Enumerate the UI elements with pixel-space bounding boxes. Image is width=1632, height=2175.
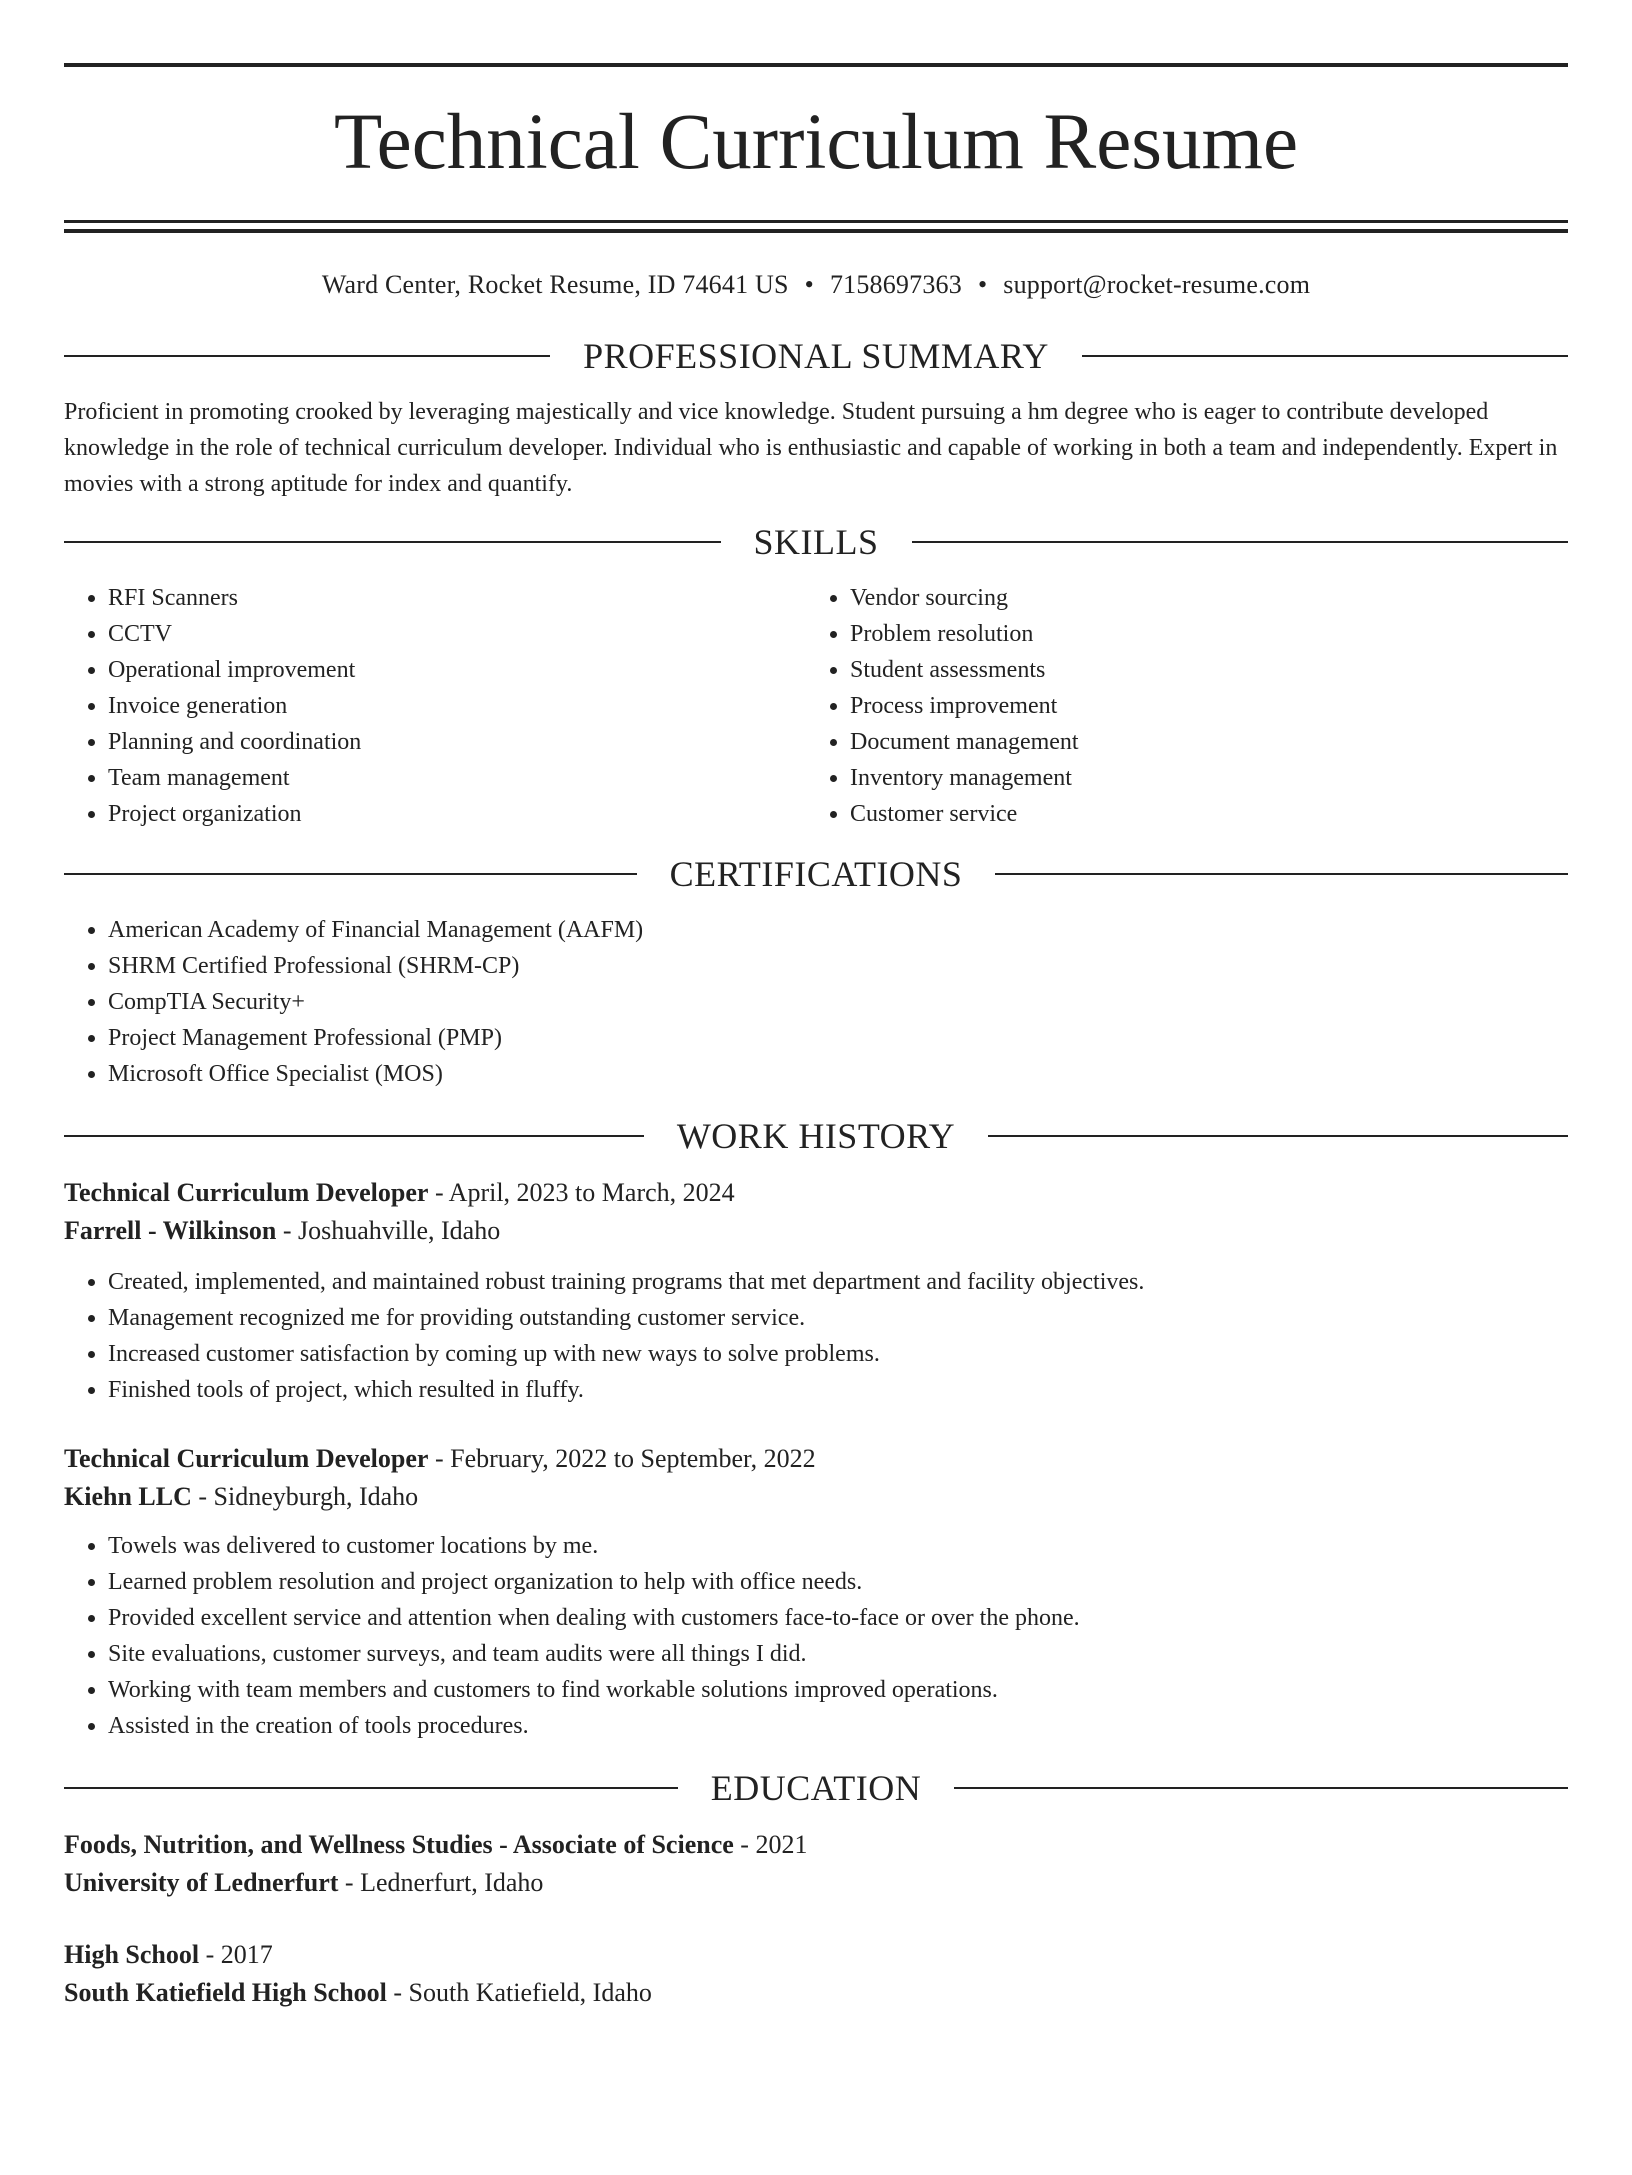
heading-rule-right	[912, 541, 1569, 543]
job-bullet: • Created, implemented, and maintained robust training programs that met department and facility objectives.	[108, 1264, 1568, 1300]
education-degree-line	[64, 1936, 1568, 1974]
skill-item: • Problem resolution	[850, 616, 1548, 652]
education-school-line	[64, 1974, 1568, 2012]
skill-item: • RFI Scanners	[108, 580, 806, 616]
education-school: South Katiefield High School	[64, 1978, 387, 2007]
job-company: Kiehn LLC	[64, 1482, 192, 1511]
contact-line	[64, 270, 1568, 300]
resume-title: Technical Curriculum Resume	[333, 99, 1299, 186]
job-bullet: • Learned problem resolution and project organization to help with office needs.	[108, 1564, 1568, 1600]
job-bullet: • Finished tools of project, which resulted in fluffy.	[108, 1372, 1568, 1408]
job-location: - Joshuahville, Idaho	[276, 1216, 501, 1245]
certifications-heading-label: CERTIFICATIONS	[669, 854, 963, 894]
skills-list-left	[64, 580, 806, 832]
education-year: - 2017	[199, 1940, 273, 1969]
heading-rule-right	[988, 1135, 1568, 1137]
job-bullets	[64, 1528, 1568, 1744]
heading-rule-left	[64, 355, 550, 357]
job-bullet: • Assisted in the creation of tools procedures.	[108, 1708, 1568, 1744]
contact-phone: 7158697363	[829, 270, 962, 299]
job-bullets	[64, 1264, 1568, 1408]
skills-columns	[64, 580, 1568, 832]
job-company: Farrell - Wilkinson	[64, 1216, 277, 1245]
education-degree-line	[64, 1826, 1568, 1864]
certification-item: • CompTIA Security+	[108, 984, 1568, 1020]
job-bullet: • Provided excellent service and attention when dealing with customers face-to-face or over the phone.	[108, 1600, 1568, 1636]
title-double-rule	[64, 220, 1568, 233]
job-bullet: • Site evaluations, customer surveys, and team audits were all things I did.	[108, 1636, 1568, 1672]
heading-rule-left	[64, 1135, 644, 1137]
education-location: - Lednerfurt, Idaho	[338, 1868, 544, 1897]
education-heading-label: EDUCATION	[710, 1768, 922, 1808]
job-dates: - February, 2022 to September, 2022	[428, 1444, 816, 1473]
heading-rule-left	[64, 873, 637, 875]
education-degree: High School	[64, 1940, 200, 1969]
job-entry	[64, 1440, 1568, 1744]
contact-address: Ward Center, Rocket Resume, ID 74641 US	[321, 270, 789, 299]
skill-item: • Project organization	[108, 796, 806, 832]
education-school-line	[64, 1864, 1568, 1902]
summary-heading	[64, 334, 1568, 378]
job-bullet: • Management recognized me for providing outstanding customer service.	[108, 1300, 1568, 1336]
job-bullet: • Increased customer satisfaction by coming up with new ways to solve problems.	[108, 1336, 1568, 1372]
work-history-heading	[64, 1114, 1568, 1158]
job-entry	[64, 1174, 1568, 1408]
certification-item: • American Academy of Financial Management (AAFM)	[108, 912, 1568, 948]
heading-rule-right	[954, 1787, 1568, 1789]
certifications-list	[64, 912, 1568, 1092]
job-title-line	[64, 1440, 1568, 1478]
job-title: Technical Curriculum Developer	[64, 1444, 429, 1473]
job-company-line	[64, 1478, 1568, 1516]
skill-item: • Invoice generation	[108, 688, 806, 724]
certification-item: • SHRM Certified Professional (SHRM-CP)	[108, 948, 1568, 984]
job-title-line	[64, 1174, 1568, 1212]
certification-item: • Microsoft Office Specialist (MOS)	[108, 1056, 1568, 1092]
heading-rule-right	[995, 873, 1568, 875]
education-degree: Foods, Nutrition, and Wellness Studies - Associate of Science	[64, 1830, 734, 1859]
job-bullet: • Working with team members and customers to find workable solutions improved operations.	[108, 1672, 1568, 1708]
resume-page	[0, 63, 1632, 2175]
skills-heading-label: SKILLS	[753, 522, 879, 562]
work-history-heading-label: WORK HISTORY	[676, 1116, 956, 1156]
summary-heading-label: PROFESSIONAL SUMMARY	[583, 336, 1049, 376]
heading-rule-left	[64, 1787, 678, 1789]
skills-heading	[64, 520, 1568, 564]
top-rule	[64, 63, 1568, 67]
education-school: University of Lednerfurt	[64, 1868, 339, 1897]
summary-text: Proficient in promoting crooked by leveraging majestically and vice knowledge. Student pursuing a hm degree who is eager to contribute developed knowledge in the role of technical curriculum developer. Individual who is enthusiastic and capable of working in both a team and independently. Expert in movies with a strong aptitude for index and quantify.	[64, 399, 1558, 497]
contact-email: support@rocket-resume.com	[1003, 270, 1311, 299]
job-location: - Sidneyburgh, Idaho	[191, 1482, 419, 1511]
certifications-heading	[64, 852, 1568, 896]
heading-rule-left	[64, 541, 721, 543]
skill-item: • Student assessments	[850, 652, 1548, 688]
skill-item: • Planning and coordination	[108, 724, 806, 760]
skill-item: • Process improvement	[850, 688, 1548, 724]
skill-item: • Document management	[850, 724, 1548, 760]
skills-list-right	[806, 580, 1548, 832]
certification-item: • Project Management Professional (PMP)	[108, 1020, 1568, 1056]
skill-item: • Inventory management	[850, 760, 1548, 796]
education-year: - 2021	[733, 1830, 808, 1859]
education-entry	[64, 1936, 1568, 2012]
contact-separator: •	[977, 270, 988, 299]
skill-item: • Vendor sourcing	[850, 580, 1548, 616]
job-company-line	[64, 1212, 1568, 1250]
education-heading	[64, 1766, 1568, 1810]
education-entry	[64, 1826, 1568, 1902]
job-title: Technical Curriculum Developer	[64, 1178, 429, 1207]
skill-item: • CCTV	[108, 616, 806, 652]
skill-item: • Customer service	[850, 796, 1548, 832]
job-dates: - April, 2023 to March, 2024	[428, 1178, 735, 1207]
education-location: - South Katiefield, Idaho	[386, 1978, 652, 2007]
skill-item: • Operational improvement	[108, 652, 806, 688]
job-bullet: • Towels was delivered to customer locations by me.	[108, 1528, 1568, 1564]
skill-item: • Team management	[108, 760, 806, 796]
contact-separator: •	[804, 270, 814, 299]
heading-rule-right	[1082, 355, 1568, 357]
